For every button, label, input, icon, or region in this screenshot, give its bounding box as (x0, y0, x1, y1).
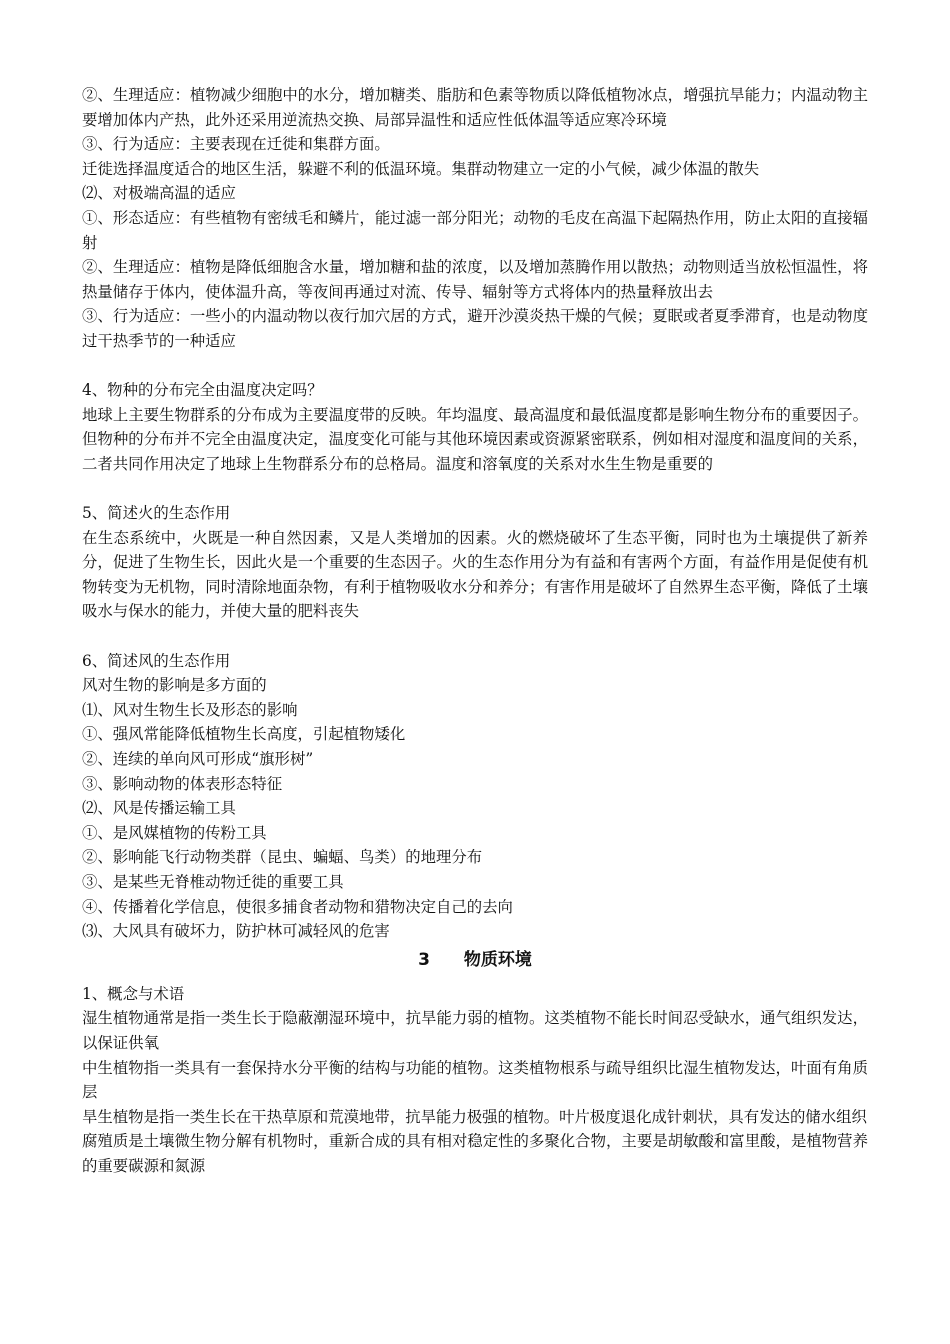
paragraph: ②、生理适应：植物是降低细胞含水量，增加糖和盐的浓度，以及增加蒸腾作用以散热；动物则适当放松恒温性，将热量储存于体内，使体温升高，等夜间再通过对流、传导、辐射等方式将体内的热量释放出去 (82, 258, 868, 301)
paragraph: ②、连续的单向风可形成“旗形树” (82, 750, 314, 769)
paragraph: ①、形态适应：有些植物有密绒毛和鳞片，能过滤一部分阳光；动物的毛皮在高温下起隔热作用，防止太阳的直接辐射 (82, 208, 868, 252)
section-title (82, 948, 868, 972)
material-environment-section (82, 982, 868, 1179)
paragraph: ②、影响能飞行动物类群（昆虫、蝙蝠、鸟类）的地理分布 (82, 848, 483, 867)
paragraph: ⑵、对极端高温的适应 (82, 184, 236, 203)
paragraph: 旱生植物是指一类生长在干热草原和荒漠地带，抗旱能力极强的植物。叶片极度退化成针刺状，具有发达的储水组织 (82, 1107, 867, 1126)
paragraph: 在生态系统中，火既是一种自然因素，又是人类增加的因素。火的燃烧破坏了生态平衡，同时也为土壤提供了新养分，促进了生物生长，因此火是一个重要的生态因子。火的生态作用分为有益和有害两个方面，有益作用是促使有机物转变为无机物，同时清除地面杂物，有利于植物吸收水分和养分；有害作用是破坏了自然界生态平衡，降低了土壤吸水与保水的能力，并使大量的肥料丧失 (82, 528, 868, 621)
spacer (82, 354, 868, 379)
question-4 (82, 378, 868, 476)
paragraph: ④、传播着化学信息，使很多捕食者动物和猎物决定自己的去向 (82, 897, 513, 916)
paragraph: ②、生理适应：植物减少细胞中的水分，增加糖类、脂肪和色素等物质以降低植物冰点，增强抗旱能力；内温动物主要增加体内产热，此外还采用逆流热交换、局部异温性和适应性低体温等适应寒冷环境 (82, 86, 868, 129)
question-5 (82, 501, 868, 624)
section-number: 3 (418, 949, 430, 970)
question-6 (82, 649, 868, 944)
paragraph: ⑵、风是传播运输工具 (82, 799, 236, 818)
paragraph: ③、是某些无脊椎动物迁徙的重要工具 (82, 873, 344, 891)
paragraph: ⑴、风对生物生长及形态的影响 (82, 700, 298, 719)
paragraph: ⑶、大风具有破坏力，防护林可减轻风的危害 (82, 922, 390, 941)
question-heading: 1、概念与术语 (82, 984, 185, 1003)
paragraph: 地球上主要生物群系的分布成为主要温度带的反映。年均温度、最高温度和最低温度都是影响生物分布的重要因子。但物种的分布并不完全由温度决定，温度变化可能与其他环境因素或资源紧密联系，例如相对湿度和温度间的关系，二者共同作用决定了地球上生物群系分布的总格局。温度和溶氧度的关系对水生生物是重要的 (82, 405, 868, 473)
paragraph: ③、行为适应：主要表现在迁徙和集群方面。 (82, 135, 390, 154)
paragraph: 湿生植物通常是指一类生长于隐蔽潮湿环境中，抗旱能力弱的植物。这类植物不能长时间忍受缺水，通气组织发达，以保证供氧 (82, 1009, 868, 1052)
document-body (82, 83, 868, 1179)
question-heading: 5、简述火的生态作用 (82, 504, 231, 523)
question-heading: 4、物种的分布完全由温度决定吗？ (82, 381, 323, 400)
paragraph: 腐殖质是土壤微生物分解有机物时，重新合成的具有相对稳定性的多聚化合物，主要是胡敏酸和富里酸，是植物营养的重要碳源和氮源 (82, 1132, 868, 1175)
paragraph: 迁徙选择温度适合的地区生活，躲避不利的低温环境。集群动物建立一定的小气候，减少体温的散失 (82, 159, 760, 178)
paragraph: ①、强风常能降低植物生长高度，引起植物矮化 (82, 725, 406, 744)
paragraph: ③、影响动物的体表形态特征 (82, 774, 283, 793)
paragraph: ①、是风媒植物的传粉工具 (82, 823, 267, 842)
section-title-text: 物质环境 (463, 949, 532, 970)
temperature-adaptation-section (82, 83, 868, 354)
paragraph: 风对生物的影响是多方面的 (82, 676, 267, 695)
spacer (82, 477, 868, 502)
question-heading: 6、简述风的生态作用 (82, 651, 231, 670)
paragraph: 中生植物指一类具有一套保持水分平衡的结构与功能的植物。这类植物根系与疏导组织比湿生植物发达，叶面有角质层 (82, 1058, 868, 1102)
paragraph: ③、行为适应：一些小的内温动物以夜行加穴居的方式，避开沙漠炎热干燥的气候；夏眠或者夏季滞育，也是动物度过干热季节的一种适应 (82, 307, 868, 350)
spacer (82, 624, 868, 649)
